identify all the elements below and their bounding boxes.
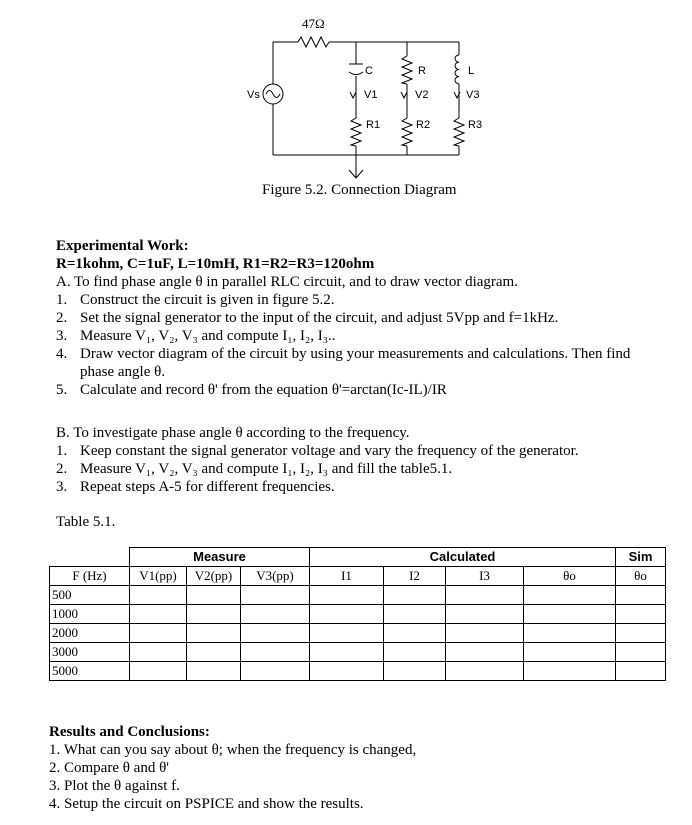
group-calculated: Calculated bbox=[310, 548, 616, 567]
l-label: L bbox=[468, 65, 475, 77]
step-a-1 bbox=[56, 291, 630, 309]
table-5-1 bbox=[49, 547, 666, 681]
cell[interactable] bbox=[524, 643, 616, 662]
cell[interactable] bbox=[187, 662, 241, 681]
step-text: Calculate and record θ' from the equation θ'=arctan(Ic-IL)/IR bbox=[80, 382, 447, 398]
experimental-params: R=1kohm, C=1uF, L=10mH, R1=R2=R3=120ohm bbox=[56, 256, 375, 272]
col-i1: I1 bbox=[310, 567, 384, 586]
results-title: Results and Conclusions: bbox=[49, 724, 210, 740]
resistor-r2-symbol bbox=[402, 118, 412, 146]
step-b-2 bbox=[56, 460, 579, 478]
table-row bbox=[50, 662, 666, 681]
result-item: 3. Plot the θ against f. bbox=[49, 778, 180, 794]
group-measure: Measure bbox=[130, 548, 310, 567]
cell[interactable] bbox=[384, 662, 446, 681]
cell[interactable] bbox=[241, 586, 310, 605]
cell[interactable] bbox=[524, 662, 616, 681]
table-column-header-row bbox=[50, 567, 666, 586]
capacitor-symbol bbox=[349, 64, 363, 75]
cell[interactable] bbox=[524, 586, 616, 605]
v2-label: V2 bbox=[415, 89, 429, 101]
step-a-4 bbox=[56, 345, 630, 363]
r-label: R bbox=[418, 65, 426, 77]
cell[interactable] bbox=[446, 605, 524, 624]
resistor-r1-symbol bbox=[351, 118, 361, 146]
result-item: 4. Setup the circuit on PSPICE and show the results. bbox=[49, 796, 364, 812]
step-text: Draw vector diagram of the circuit by using your measurements and calculations. Then find bbox=[80, 346, 631, 362]
step-number: 3. bbox=[56, 328, 68, 344]
cell[interactable] bbox=[616, 624, 666, 643]
col-i3: I3 bbox=[446, 567, 524, 586]
cell[interactable] bbox=[187, 624, 241, 643]
cell[interactable] bbox=[616, 586, 666, 605]
freq-cell: 2000 bbox=[50, 624, 130, 643]
freq-cell: 1000 bbox=[50, 605, 130, 624]
step-text: Repeat steps A-5 for different frequencies. bbox=[80, 479, 335, 495]
cell[interactable] bbox=[187, 605, 241, 624]
cell[interactable] bbox=[310, 643, 384, 662]
cell[interactable] bbox=[130, 605, 187, 624]
connection-diagram bbox=[0, 0, 692, 200]
step-number: 5. bbox=[56, 382, 68, 398]
col-v1: V1(pp) bbox=[130, 567, 187, 586]
blank-header-cell bbox=[50, 548, 130, 567]
r3-label: R3 bbox=[468, 119, 483, 131]
freq-cell: 500 bbox=[50, 586, 130, 605]
cell[interactable] bbox=[130, 643, 187, 662]
resistor-47-symbol bbox=[298, 37, 329, 47]
v1-arrow bbox=[350, 92, 356, 98]
step-number: 2. bbox=[56, 461, 68, 477]
table-row bbox=[50, 624, 666, 643]
table-row bbox=[50, 643, 666, 662]
cell[interactable] bbox=[446, 662, 524, 681]
step-text: Set the signal generator to the input of the circuit, and adjust 5Vpp and f=1kHz. bbox=[80, 310, 559, 326]
col-theta-calc: θo bbox=[524, 567, 616, 586]
cell[interactable] bbox=[187, 643, 241, 662]
cell[interactable] bbox=[310, 624, 384, 643]
step-a-3 bbox=[56, 327, 630, 345]
step-number: 1. bbox=[56, 292, 68, 308]
cell[interactable] bbox=[310, 586, 384, 605]
result-item: 1. What can you say about θ; when the frequency is changed, bbox=[49, 742, 417, 758]
step-number: 2. bbox=[56, 310, 68, 326]
v3-label: V3 bbox=[466, 89, 480, 101]
figure-caption: Figure 5.2. Connection Diagram bbox=[262, 182, 457, 198]
cell[interactable] bbox=[384, 643, 446, 662]
col-theta-sim: θo bbox=[616, 567, 666, 586]
step-text: Keep constant the signal generator voltage and vary the frequency of the generator. bbox=[80, 443, 579, 459]
step-number: 4. bbox=[56, 346, 68, 362]
r1-label: R1 bbox=[366, 119, 381, 131]
table-row bbox=[50, 605, 666, 624]
step-a-5 bbox=[56, 381, 630, 399]
cell[interactable] bbox=[446, 643, 524, 662]
cell[interactable] bbox=[384, 586, 446, 605]
r2-label: R2 bbox=[416, 119, 431, 131]
cell[interactable] bbox=[384, 605, 446, 624]
results-section bbox=[49, 723, 416, 813]
c-label: C bbox=[365, 65, 373, 77]
cell[interactable] bbox=[130, 586, 187, 605]
resistor-r3-symbol bbox=[454, 118, 464, 146]
col-v2: V2(pp) bbox=[187, 567, 241, 586]
table-row bbox=[50, 586, 666, 605]
table-label: Table 5.1. bbox=[56, 514, 116, 530]
table-group-header-row bbox=[50, 548, 666, 567]
cell[interactable] bbox=[384, 624, 446, 643]
step-number: 1. bbox=[56, 443, 68, 459]
experimental-section bbox=[56, 237, 630, 399]
cell[interactable] bbox=[187, 586, 241, 605]
cell[interactable] bbox=[524, 624, 616, 643]
experimental-title: Experimental Work: bbox=[56, 238, 189, 254]
v2-arrow bbox=[401, 92, 407, 98]
freq-cell: 5000 bbox=[50, 662, 130, 681]
part-b-heading: B. To investigate phase angle θ according to the frequency. bbox=[56, 425, 410, 441]
cell[interactable] bbox=[241, 643, 310, 662]
step-b-1 bbox=[56, 442, 579, 460]
resistor-47-label: 47Ω bbox=[302, 16, 325, 31]
step-text: Construct the circuit is given in figure 5.2. bbox=[80, 292, 335, 308]
col-f: F (Hz) bbox=[50, 567, 130, 586]
v1-label: V1 bbox=[364, 89, 378, 101]
cell[interactable] bbox=[241, 605, 310, 624]
step-number: 3. bbox=[56, 479, 68, 495]
cell[interactable] bbox=[446, 624, 524, 643]
group-sim: Sim bbox=[616, 548, 666, 567]
source-label: Vs bbox=[247, 89, 260, 101]
source-sine bbox=[266, 91, 280, 98]
step-text: Measure V₁, V₂, V₃ and compute I₁, I₂, I₃.. bbox=[80, 328, 336, 344]
part-a-heading: A. To find phase angle θ in parallel RLC circuit, and to draw vector diagram. bbox=[56, 274, 518, 290]
cell[interactable] bbox=[310, 662, 384, 681]
cell[interactable] bbox=[130, 624, 187, 643]
step-a-4-continued: phase angle θ. bbox=[80, 364, 166, 380]
resistor-r-symbol bbox=[402, 56, 412, 84]
part-b-section bbox=[56, 424, 579, 496]
inductor-symbol bbox=[455, 55, 459, 84]
col-i2: I2 bbox=[384, 567, 446, 586]
result-item: 2. Compare θ and θ' bbox=[49, 760, 169, 776]
cell[interactable] bbox=[616, 605, 666, 624]
cell[interactable] bbox=[130, 662, 187, 681]
step-text: Measure V₁, V₂, V₃ and compute I₁, I₂, I₃ and fill the table5.1. bbox=[80, 461, 453, 477]
cell[interactable] bbox=[446, 586, 524, 605]
cell[interactable] bbox=[524, 605, 616, 624]
cell[interactable] bbox=[616, 643, 666, 662]
cell[interactable] bbox=[241, 662, 310, 681]
step-a-2 bbox=[56, 309, 630, 327]
col-v3: V3(pp) bbox=[241, 567, 310, 586]
step-b-3 bbox=[56, 478, 579, 496]
cell[interactable] bbox=[310, 605, 384, 624]
freq-cell: 3000 bbox=[50, 643, 130, 662]
cell[interactable] bbox=[616, 662, 666, 681]
cell[interactable] bbox=[241, 624, 310, 643]
